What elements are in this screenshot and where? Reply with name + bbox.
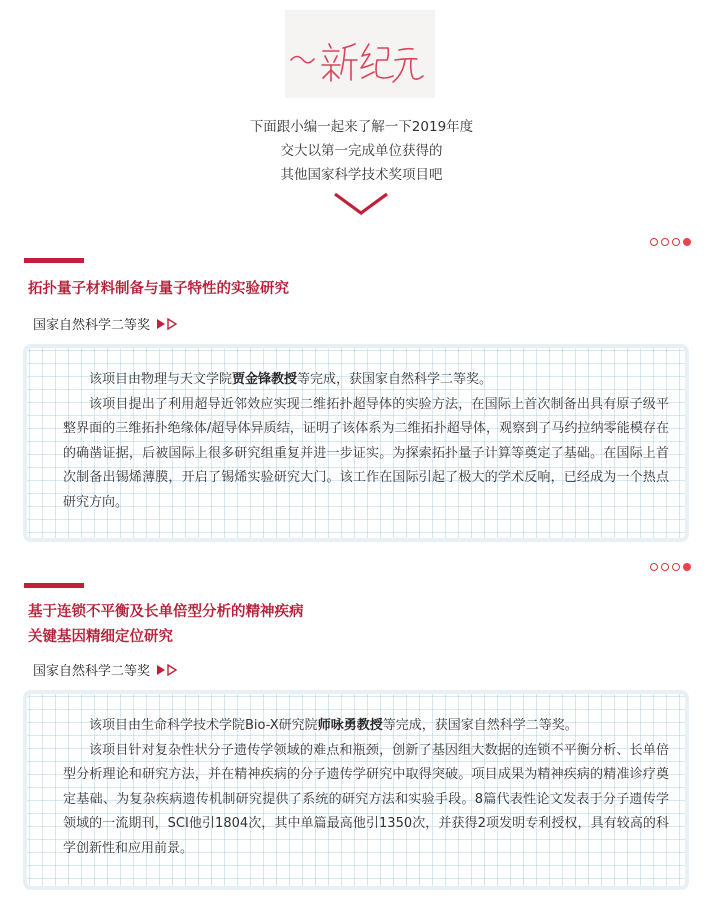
section-title	[28, 277, 289, 302]
dot	[672, 563, 680, 571]
award-text: 国家自然科学二等奖	[33, 664, 151, 679]
professor-name: 师咏勇教授	[317, 718, 383, 733]
body-paragraph: 该项目针对复杂性状分子遗传学领域的难点和瓶颈，创新了基因组大数据的连锁不平衡分析、长单倍型分析理论和研究方法，并在精神疾病的分子遗传学研究中取得突破。项目成果为精神疾病的精准诊疗奠定基础、为复杂疾病遗传机制研究提供了系统的研究方法和实验手段。8篇代表性论文发表于分子遗传学领域的一流期刊，SCI他引1804次，其中单篇最高他引1350次，并获得2项发明专利授权，具有较高的科学创新性和应用前景。	[63, 742, 669, 856]
handwriting-card	[285, 10, 435, 98]
content-box	[23, 344, 689, 542]
decor-dots	[650, 238, 691, 246]
section-title-line: 关键基因精细定位研究	[28, 629, 173, 645]
dot	[683, 563, 691, 571]
lead-paragraph: 该项目由物理与天文学院贾金锋教授等完成，获国家自然科学二等奖。	[89, 372, 493, 387]
chevron-down-icon	[332, 191, 390, 217]
triangle-right-icon	[156, 318, 178, 330]
section-accent-bar	[24, 258, 84, 263]
intro-text	[0, 115, 723, 187]
section-title-line: 基于连锁不平衡及长单倍型分析的精神疾病	[28, 604, 304, 620]
decor-dots	[650, 563, 691, 571]
intro-line: 下面跟小编一起来了解一下2019年度	[249, 119, 474, 135]
triangle-right-icon	[156, 664, 178, 676]
dot	[661, 238, 669, 246]
dot	[672, 238, 680, 246]
dot	[650, 238, 658, 246]
dot	[661, 563, 669, 571]
intro-line: 交大以第一完成单位获得的	[280, 143, 443, 159]
professor-name: 贾金锋教授	[232, 372, 298, 387]
body-paragraph: 该项目提出了利用超导近邻效应实现二维拓扑超导体的实验方法，在国际上首次制备出具有原子级平整界面的三维拓扑绝缘体/超导体异质结，证明了该体系为二维拓扑超导体，观察到了马约拉纳零能模存在的确凿证据，后被国际上很多研究组重复并进一步证实。为探索拓扑量子计算等奠定了基础。在国际上首次制备出锡烯薄膜，开启了锡烯实验研究大门。该工作在国际引起了极大的学术反响，已经成为一个热点研究方向。	[63, 396, 669, 510]
handwriting-logo	[285, 10, 435, 98]
intro-line: 其他国家科学技术奖项目吧	[280, 167, 443, 183]
lead-paragraph: 该项目由生命科学技术学院Bio-X研究院师咏勇教授等完成，获国家自然科学二等奖。	[89, 718, 578, 733]
section-title	[28, 600, 304, 650]
section-accent-bar	[24, 583, 84, 588]
content-box	[23, 690, 689, 890]
award-text: 国家自然科学二等奖	[33, 318, 151, 333]
award-label	[33, 314, 178, 333]
award-label	[33, 660, 178, 679]
dot	[650, 563, 658, 571]
section-title-line: 拓扑量子材料制备与量子特性的实验研究	[28, 281, 289, 297]
dot	[683, 238, 691, 246]
